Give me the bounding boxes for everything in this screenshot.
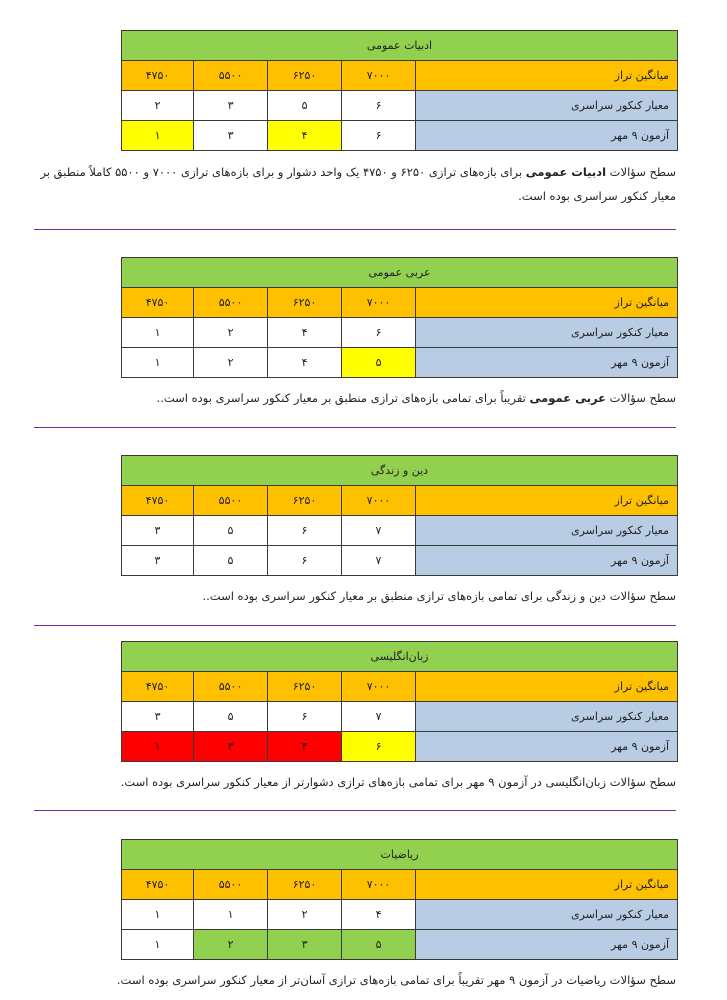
divider: [34, 810, 676, 811]
caption-text: سطح سؤالات: [606, 391, 676, 405]
row-label-exam: آزمون ۹ مهر: [416, 930, 678, 960]
divider: [34, 427, 676, 428]
exam-cell: ۴: [268, 732, 342, 762]
row-label-exam: آزمون ۹ مهر: [416, 546, 678, 576]
konkur-cell: ۴: [268, 318, 342, 348]
table-literature: [121, 30, 678, 151]
exam-cell: ۶: [268, 546, 342, 576]
konkur-cell: ۵: [194, 516, 268, 546]
konkur-cell: ۶: [342, 91, 416, 121]
divider: [34, 229, 676, 230]
header-cell: ۶۲۵۰: [268, 61, 342, 91]
row-label-konkur: معیار کنکور سراسری: [416, 516, 678, 546]
caption-religion: [20, 584, 676, 608]
divider: [34, 625, 676, 626]
exam-cell: ۵: [342, 348, 416, 378]
konkur-cell: ۲: [268, 900, 342, 930]
header-cell: ۵۵۰۰: [194, 870, 268, 900]
exam-cell: ۱: [122, 930, 194, 960]
header-cell: ۵۵۰۰: [194, 61, 268, 91]
caption-bold: ادبیات عمومی: [525, 165, 607, 179]
konkur-cell: ۳: [122, 516, 194, 546]
header-label: میانگین تراز: [416, 486, 678, 516]
exam-cell: ۲: [194, 348, 268, 378]
caption-english: [20, 770, 676, 794]
exam-cell: ۵: [194, 546, 268, 576]
exam-cell: ۳: [194, 732, 268, 762]
caption-text: سطح سؤالات ریاضیات در آزمون ۹ مهر تقریباً برای تمامی بازه‌های ترازی آسان‌تر از معیار کنکور سراسری بوده است.: [116, 973, 676, 987]
konkur-cell: ۶: [342, 318, 416, 348]
row-label-exam: آزمون ۹ مهر: [416, 121, 678, 151]
konkur-cell: ۵: [194, 702, 268, 732]
row-label-konkur: معیار کنکور سراسری: [416, 900, 678, 930]
row-label-konkur: معیار کنکور سراسری: [416, 91, 678, 121]
exam-cell: ۷: [342, 546, 416, 576]
exam-cell: ۶: [342, 121, 416, 151]
caption-text: برای بازه‌های ترازی ۶۲۵۰ و ۴۷۵۰ یک واحد دشوار و برای بازه‌های ترازی ۷۰۰۰ و ۵۵۰۰ کاملاً منطبق بر معیار کنکور سراسری بوده است.: [40, 165, 676, 203]
konkur-cell: ۶: [268, 516, 342, 546]
header-cell: ۶۲۵۰: [268, 672, 342, 702]
header-cell: ۵۵۰۰: [194, 672, 268, 702]
header-cell: ۶۲۵۰: [268, 288, 342, 318]
header-label: میانگین تراز: [416, 288, 678, 318]
exam-cell: ۳: [122, 546, 194, 576]
caption-text: سطح سؤالات زبان‌انگلیسی در آزمون ۹ مهر برای تمامی بازه‌های ترازی دشوارتر از معیار کنکور سراسری بوده است.: [120, 775, 676, 789]
table-arabic: [121, 257, 678, 378]
konkur-cell: ۳: [194, 91, 268, 121]
caption-text: تقریباً برای تمامی بازه‌های ترازی منطبق بر معیار کنکور سراسری بوده است..: [156, 391, 530, 405]
header-cell: ۷۰۰۰: [342, 486, 416, 516]
konkur-cell: ۲: [122, 91, 194, 121]
konkur-cell: ۱: [122, 318, 194, 348]
konkur-cell: ۲: [194, 318, 268, 348]
konkur-cell: ۱: [194, 900, 268, 930]
header-label: میانگین تراز: [416, 672, 678, 702]
exam-cell: ۵: [342, 930, 416, 960]
exam-cell: ۳: [194, 121, 268, 151]
header-label: میانگین تراز: [416, 870, 678, 900]
caption-bold: عربی عمومی: [529, 391, 607, 405]
exam-cell: ۴: [268, 121, 342, 151]
exam-cell: ۴: [268, 348, 342, 378]
table-math: [121, 839, 678, 960]
header-cell: ۷۰۰۰: [342, 61, 416, 91]
exam-cell: ۲: [194, 930, 268, 960]
header-label: میانگین تراز: [416, 61, 678, 91]
header-cell: ۴۷۵۰: [122, 672, 194, 702]
row-label-konkur: معیار کنکور سراسری: [416, 702, 678, 732]
exam-cell: ۶: [342, 732, 416, 762]
table-title: ریاضیات: [122, 840, 678, 870]
row-label-exam: آزمون ۹ مهر: [416, 348, 678, 378]
header-cell: ۴۷۵۰: [122, 870, 194, 900]
header-cell: ۴۷۵۰: [122, 61, 194, 91]
table-title: عربی عمومی: [122, 258, 678, 288]
exam-cell: ۱: [122, 348, 194, 378]
table-english: [121, 641, 678, 762]
header-cell: ۴۷۵۰: [122, 486, 194, 516]
header-cell: ۶۲۵۰: [268, 486, 342, 516]
konkur-cell: ۶: [268, 702, 342, 732]
table-title: زبان‌انگلیسی: [122, 642, 678, 672]
exam-cell: ۳: [268, 930, 342, 960]
konkur-cell: ۴: [342, 900, 416, 930]
konkur-cell: ۵: [268, 91, 342, 121]
caption-literature: [20, 160, 676, 208]
exam-cell: ۱: [122, 121, 194, 151]
caption-arabic: [20, 386, 676, 410]
konkur-cell: ۳: [122, 702, 194, 732]
header-cell: ۶۲۵۰: [268, 870, 342, 900]
header-cell: ۷۰۰۰: [342, 870, 416, 900]
konkur-cell: ۱: [122, 900, 194, 930]
row-label-konkur: معیار کنکور سراسری: [416, 318, 678, 348]
exam-cell: ۱: [122, 732, 194, 762]
header-cell: ۷۰۰۰: [342, 672, 416, 702]
caption-text: سطح سؤالات دین و زندگی برای تمامی بازه‌های ترازی منطبق بر معیار کنکور سراسری بوده است..: [202, 589, 676, 603]
table-title: دین و زندگی: [122, 456, 678, 486]
header-cell: ۴۷۵۰: [122, 288, 194, 318]
caption-math: [20, 968, 676, 992]
header-cell: ۵۵۰۰: [194, 288, 268, 318]
header-cell: ۵۵۰۰: [194, 486, 268, 516]
table-title: ادبیات عمومی: [122, 31, 678, 61]
row-label-exam: آزمون ۹ مهر: [416, 732, 678, 762]
header-cell: ۷۰۰۰: [342, 288, 416, 318]
table-religion: [121, 455, 678, 576]
konkur-cell: ۷: [342, 702, 416, 732]
caption-text: سطح سؤالات: [606, 165, 676, 179]
konkur-cell: ۷: [342, 516, 416, 546]
